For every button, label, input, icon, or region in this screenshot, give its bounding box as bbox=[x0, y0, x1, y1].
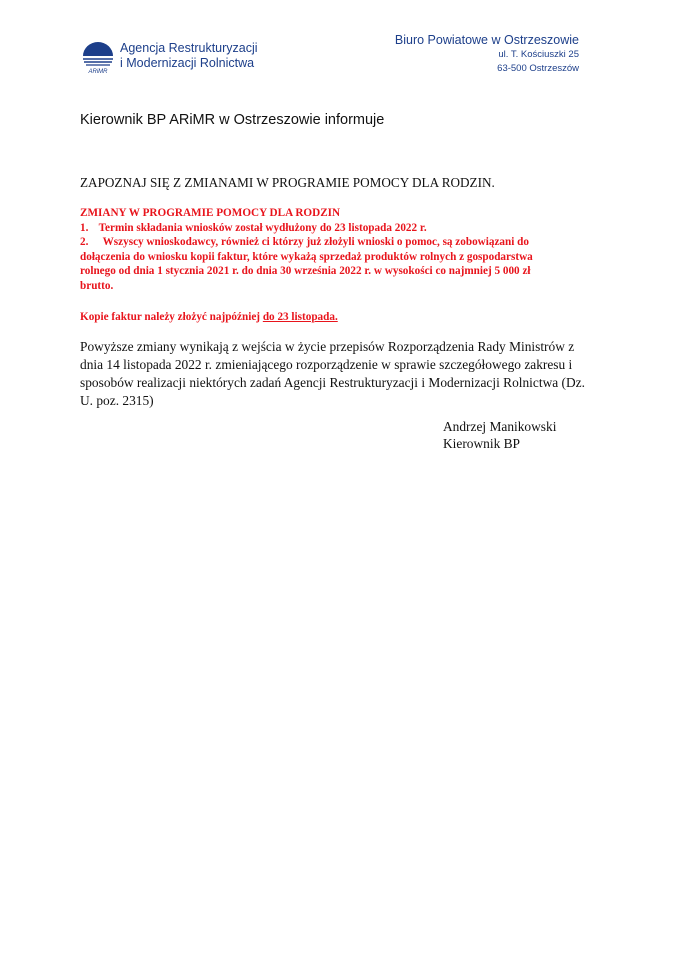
change-item-1-text: Termin składania wniosków został wydłużony do 23 listopada 2022 r. bbox=[98, 221, 427, 234]
office-street: ul. T. Kościuszki 25 bbox=[498, 49, 579, 60]
logo-caption: ARiMR bbox=[88, 69, 108, 74]
office-address bbox=[395, 32, 579, 76]
page-heading: Kierownik BP ARiMR w Ostrzeszowie informuje bbox=[80, 112, 385, 128]
deadline-prefix: Kopie faktur należy złożyć najpóźniej bbox=[80, 311, 263, 323]
notice-title: ZAPOZNAJ SIĘ Z ZMIANAMI W PROGRAMIE POMOCY DLA RODZIN. bbox=[80, 175, 495, 190]
office-name: Biuro Powiatowe w Ostrzeszowie bbox=[394, 33, 579, 47]
legal-basis-line3: sposobów realizacji niektórych zadań Agencji Restrukturyzacji i Modernizacji Rolnictwa (Dz. bbox=[80, 375, 585, 390]
changes-title: ZMIANY W PROGRAMIE POMOCY DLA RODZIN bbox=[80, 207, 341, 219]
legal-basis-line2: dnia 14 listopada 2022 r. zmieniającego rozporządzenie w sprawie szczegółowego zakresu i bbox=[80, 357, 573, 372]
changes-section bbox=[80, 206, 600, 294]
office-city: 63-500 Ostrzeszów bbox=[497, 63, 579, 74]
deadline-note bbox=[80, 310, 600, 325]
signature-name: Andrzej Manikowski bbox=[443, 419, 557, 434]
arimr-logo bbox=[80, 40, 258, 76]
logo-line1: Agencja Restrukturyzacji bbox=[120, 41, 258, 55]
change-item-2-line2: dołączenia do wniosku kopii faktur, które wykażą sprzedaż produktów rolnych z gospodarstwa bbox=[80, 250, 533, 263]
change-item-2 bbox=[80, 235, 600, 250]
signature-title: Kierownik BP bbox=[443, 436, 520, 451]
change-item-2-line3: rolnego od dnia 1 stycznia 2021 r. do dnia 30 września 2022 r. w wysokości co najmniej 5 000 zł bbox=[80, 265, 531, 278]
change-item-2-number: 2. bbox=[80, 236, 89, 249]
change-item-2-line4: brutto. bbox=[80, 279, 114, 292]
signature-block bbox=[443, 418, 556, 452]
deadline-date: do 23 listopada. bbox=[262, 311, 338, 323]
arimr-logo-icon bbox=[80, 40, 116, 74]
legal-basis-line4: U. poz. 2315) bbox=[80, 393, 154, 408]
logo-text bbox=[120, 41, 258, 71]
legal-basis bbox=[80, 338, 590, 410]
legal-basis-line1: Powyższe zmiany wynikają z wejścia w życie przepisów Rozporządzenia Rady Ministrów z bbox=[80, 339, 575, 354]
change-item-1-number: 1. bbox=[80, 221, 89, 234]
change-item-1 bbox=[80, 221, 600, 236]
logo-line2: i Modernizacji Rolnictwa bbox=[120, 56, 255, 70]
change-item-2-text: Wszyscy wnioskodawcy, również ci którzy już złożyli wnioski o pomoc, są zobowiązani do bbox=[102, 236, 529, 249]
